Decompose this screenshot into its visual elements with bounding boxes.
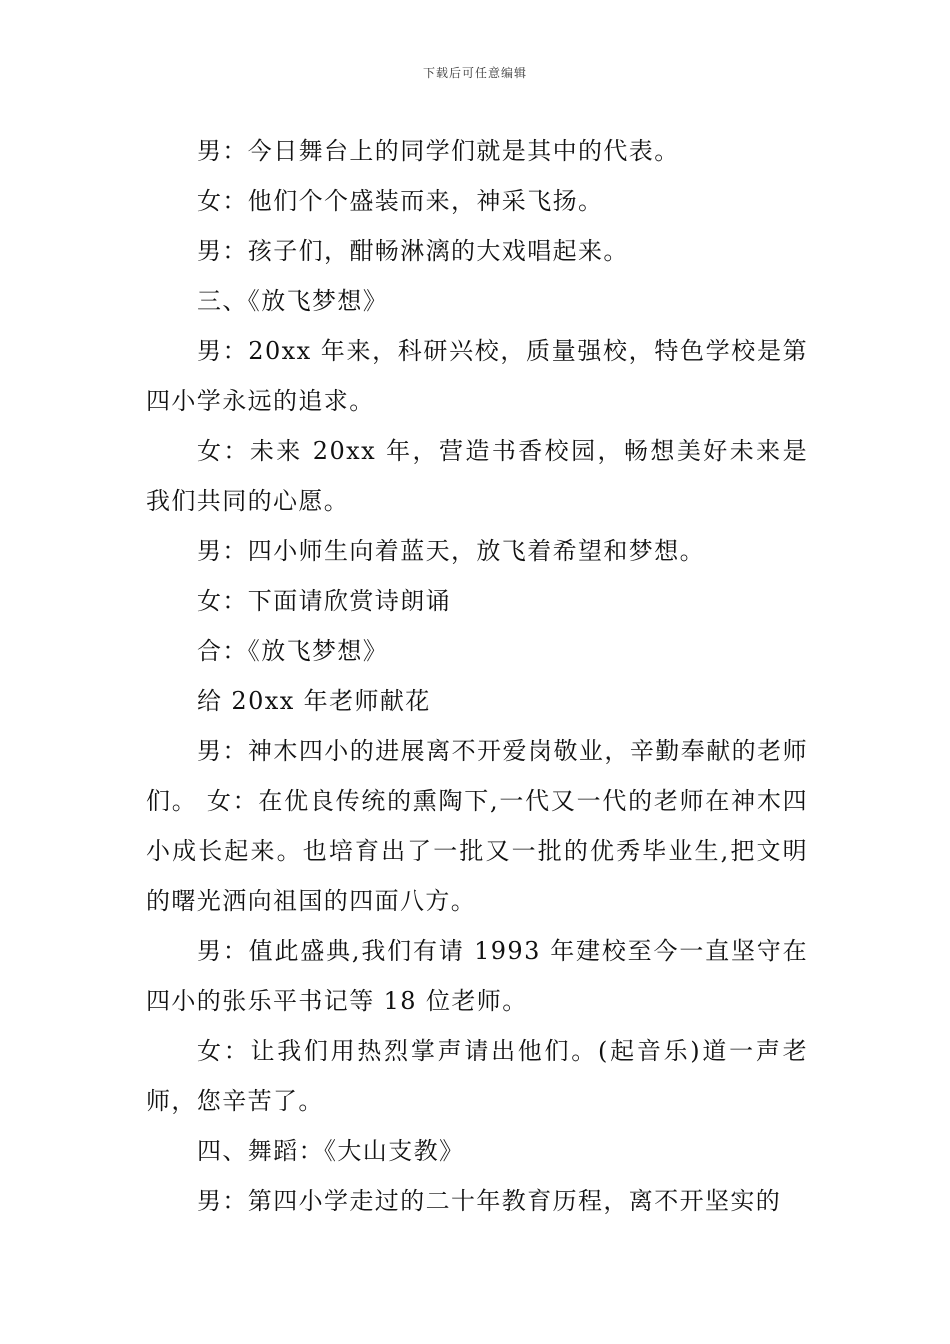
page-header: 下载后可任意编辑 xyxy=(422,66,527,80)
document-body xyxy=(146,126,808,1226)
paragraph: 合：《放飞梦想》 xyxy=(197,637,389,665)
paragraph: 男：神木四小的进展离不开爱岗敬业，辛勤奉献的老师们。 女：在优良传统的熏陶下,一代又一代的老师在神木四小成长起来。也培育出了一批又一批的优秀毕业生,把文明的曙光洒向祖国的四面八方。 xyxy=(146,737,808,915)
paragraph: 女：让我们用热烈掌声请出他们。(起音乐)道一声老师，您辛苦了。 xyxy=(146,1037,808,1115)
paragraph: 男：20xx 年来，科研兴校，质量强校，特色学校是第四小学永远的追求。 xyxy=(146,337,808,415)
paragraph: 男：第四小学走过的二十年教育历程，离不开坚实的 xyxy=(197,1187,782,1215)
paragraph: 女：他们个个盛装而来，神采飞扬。 xyxy=(197,187,604,215)
section-heading: 三、《放飞梦想》 xyxy=(197,287,389,315)
paragraph: 女：下面请欣赏诗朗诵 xyxy=(197,587,451,615)
paragraph: 男：孩子们，酣畅淋漓的大戏唱起来。 xyxy=(197,237,629,265)
paragraph: 男：值此盛典,我们有请 1993 年建校至今一直坚守在四小的张乐平书记等 18 位老师。 xyxy=(146,937,808,1015)
paragraph: 给 20xx 年老师献花 xyxy=(197,687,431,715)
paragraph: 女：未来 20xx 年，营造书香校园，畅想美好未来是我们共同的心愿。 xyxy=(146,437,808,515)
section-heading: 四、舞蹈：《大山支教》 xyxy=(197,1137,465,1165)
paragraph: 男：四小师生向着蓝天，放飞着希望和梦想。 xyxy=(197,537,705,565)
paragraph: 男：今日舞台上的同学们就是其中的代表。 xyxy=(197,137,680,165)
